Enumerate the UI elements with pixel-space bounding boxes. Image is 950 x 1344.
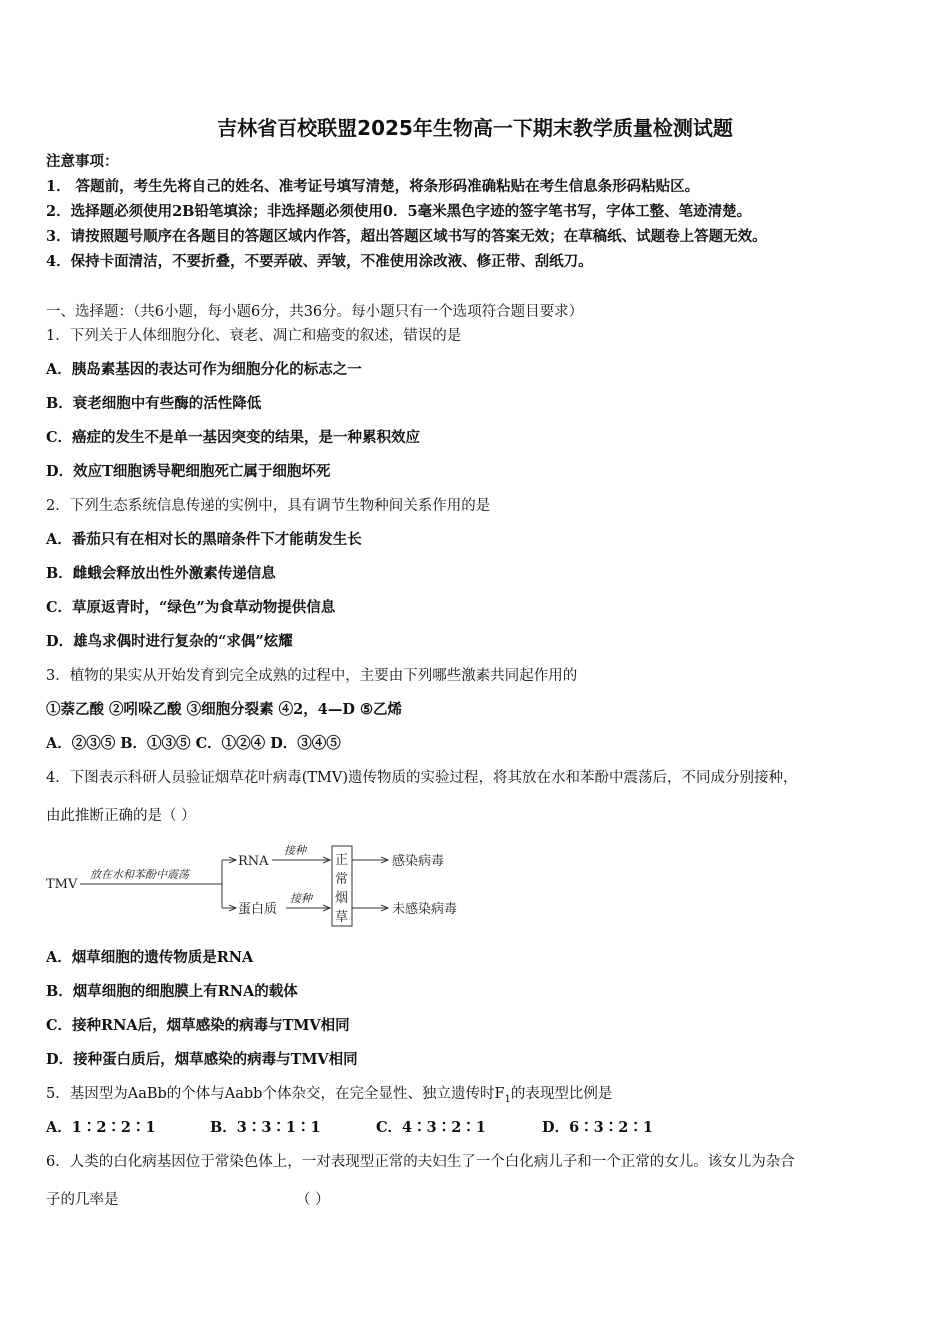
notice-item-1: 1． 答题前，考生先将自己的姓名、准考证号填写清楚，将条形码准确粘贴在考生信息条形码粘贴区。 <box>46 178 700 195</box>
question-6-answer-blank: （ ） <box>296 1192 330 1208</box>
section-heading: 一、选择题：（共6小题，每小题6分，共36分。每小题只有一个选项符合题目要求） <box>46 304 584 320</box>
question-5-option-b: B．3∶3∶1∶1 <box>210 1119 321 1136</box>
tmv-experiment-diagram <box>44 842 484 934</box>
question-4-option-c: C．接种RNA后，烟草感染的病毒与TMV相同 <box>46 1017 350 1034</box>
question-2-stem: 2．下列生态系统信息传递的实例中，具有调节生物种间关系作用的是 <box>46 498 491 514</box>
diagram-rna-label: RNA <box>238 854 269 869</box>
question-6-stem-line-2: 子的几率是 <box>46 1192 119 1208</box>
question-5-subscript: 1 <box>504 1093 511 1105</box>
notice-item-3: 3．请按照题号顺序在各题目的答题区域内作答，超出答题区域书写的答案无效；在草稿纸、试题卷上答题无效。 <box>46 228 767 245</box>
question-5-stem <box>46 1084 612 1110</box>
diagram-tobacco-char-1: 正 <box>335 853 349 868</box>
question-5-stem-text: 5．基因型为AaBb的个体与Aabb个体杂交，在完全显性、独立遗传时F <box>46 1086 505 1102</box>
question-1-option-b: B．衰老细胞中有些酶的活性降低 <box>46 395 262 412</box>
diagram-protein-label: 蛋白质 <box>238 902 278 917</box>
question-2-option-d: D．雄鸟求偶时进行复杂的“求偶”炫耀 <box>46 633 293 650</box>
notice-item-2: 2．选择题必须使用2B铅笔填涂；非选择题必须使用0．5毫米黑色字迹的签字笔书写，字体工整、笔迹清楚。 <box>46 203 752 220</box>
page-title: 吉林省百校联盟2025年生物高一下期末教学质量检测试题 <box>217 116 733 140</box>
diagram-tmv-label: TMV <box>46 877 78 892</box>
question-3-items: ①萘乙酸 ②吲哚乙酸 ③细胞分裂素 ④2，4—D ⑤乙烯 <box>46 701 402 718</box>
diagram-inoculate-label-2: 接种 <box>290 892 312 905</box>
question-2-option-a: A．番茄只有在相对长的黑暗条件下才能萌发生长 <box>46 531 362 548</box>
question-5-option-a: A．1∶2∶2∶1 <box>46 1119 156 1136</box>
question-4-option-a: A．烟草细胞的遗传物质是RNA <box>46 949 254 966</box>
diagram-shake-label: 放在水和苯酚中震荡 <box>90 868 189 881</box>
notice-heading: 注意事项： <box>46 153 119 170</box>
question-1-option-a: A．胰岛素基因的表达可作为细胞分化的标志之一 <box>46 361 362 378</box>
diagram-not-infected-label: 未感染病毒 <box>392 902 458 917</box>
question-2-option-b: B．雌蛾会释放出性外激素传递信息 <box>46 565 276 582</box>
question-4-option-b: B．烟草细胞的细胞膜上有RNA的载体 <box>46 983 298 1000</box>
question-4-stem-line-1: 4．下图表示科研人员验证烟草花叶病毒(TMV)遗传物质的实验过程，将其放在水和苯酚中震荡后，不同成分别接种， <box>46 770 798 786</box>
question-5-option-d: D．6∶3∶2∶1 <box>542 1119 653 1136</box>
diagram-tobacco-char-4: 草 <box>335 910 349 925</box>
question-5-option-c: C．4∶3∶2∶1 <box>376 1119 486 1136</box>
question-3-stem: 3．植物的果实从开始发育到完全成熟的过程中，主要由下列哪些激素共同起作用的 <box>46 668 578 684</box>
question-3-options: A．②③⑤ B．①③⑤ C．①②④ D．③④⑤ <box>46 735 341 752</box>
question-4-stem-line-2: 由此推断正确的是（ ） <box>46 808 196 824</box>
question-1-stem: 1．下列关于人体细胞分化、衰老、凋亡和癌变的叙述，错误的是 <box>46 328 462 344</box>
diagram-tobacco-char-2: 常 <box>335 872 349 887</box>
diagram-tobacco-char-3: 烟 <box>335 891 349 906</box>
question-6-stem-line-1: 6．人类的白化病基因位于常染色体上，一对表现型正常的夫妇生了一个白化病儿子和一个正常的女儿。该女儿为杂合 <box>46 1154 795 1170</box>
question-1-option-d: D．效应T细胞诱导靶细胞死亡属于细胞坏死 <box>46 463 331 480</box>
question-1-option-c: C．癌症的发生不是单一基因突变的结果，是一种累积效应 <box>46 429 421 446</box>
diagram-inoculate-label-1: 接种 <box>284 844 306 857</box>
diagram-infected-label: 感染病毒 <box>392 854 445 869</box>
question-4-option-d: D．接种蛋白质后，烟草感染的病毒与TMV相同 <box>46 1051 358 1068</box>
question-2-option-c: C．草原返青时，“绿色”为食草动物提供信息 <box>46 599 336 616</box>
question-5-stem-end: 的表现型比例是 <box>510 1086 613 1102</box>
notice-item-4: 4．保持卡面清洁，不要折叠，不要弄破、弄皱，不准使用涂改液、修正带、刮纸刀。 <box>46 253 593 270</box>
